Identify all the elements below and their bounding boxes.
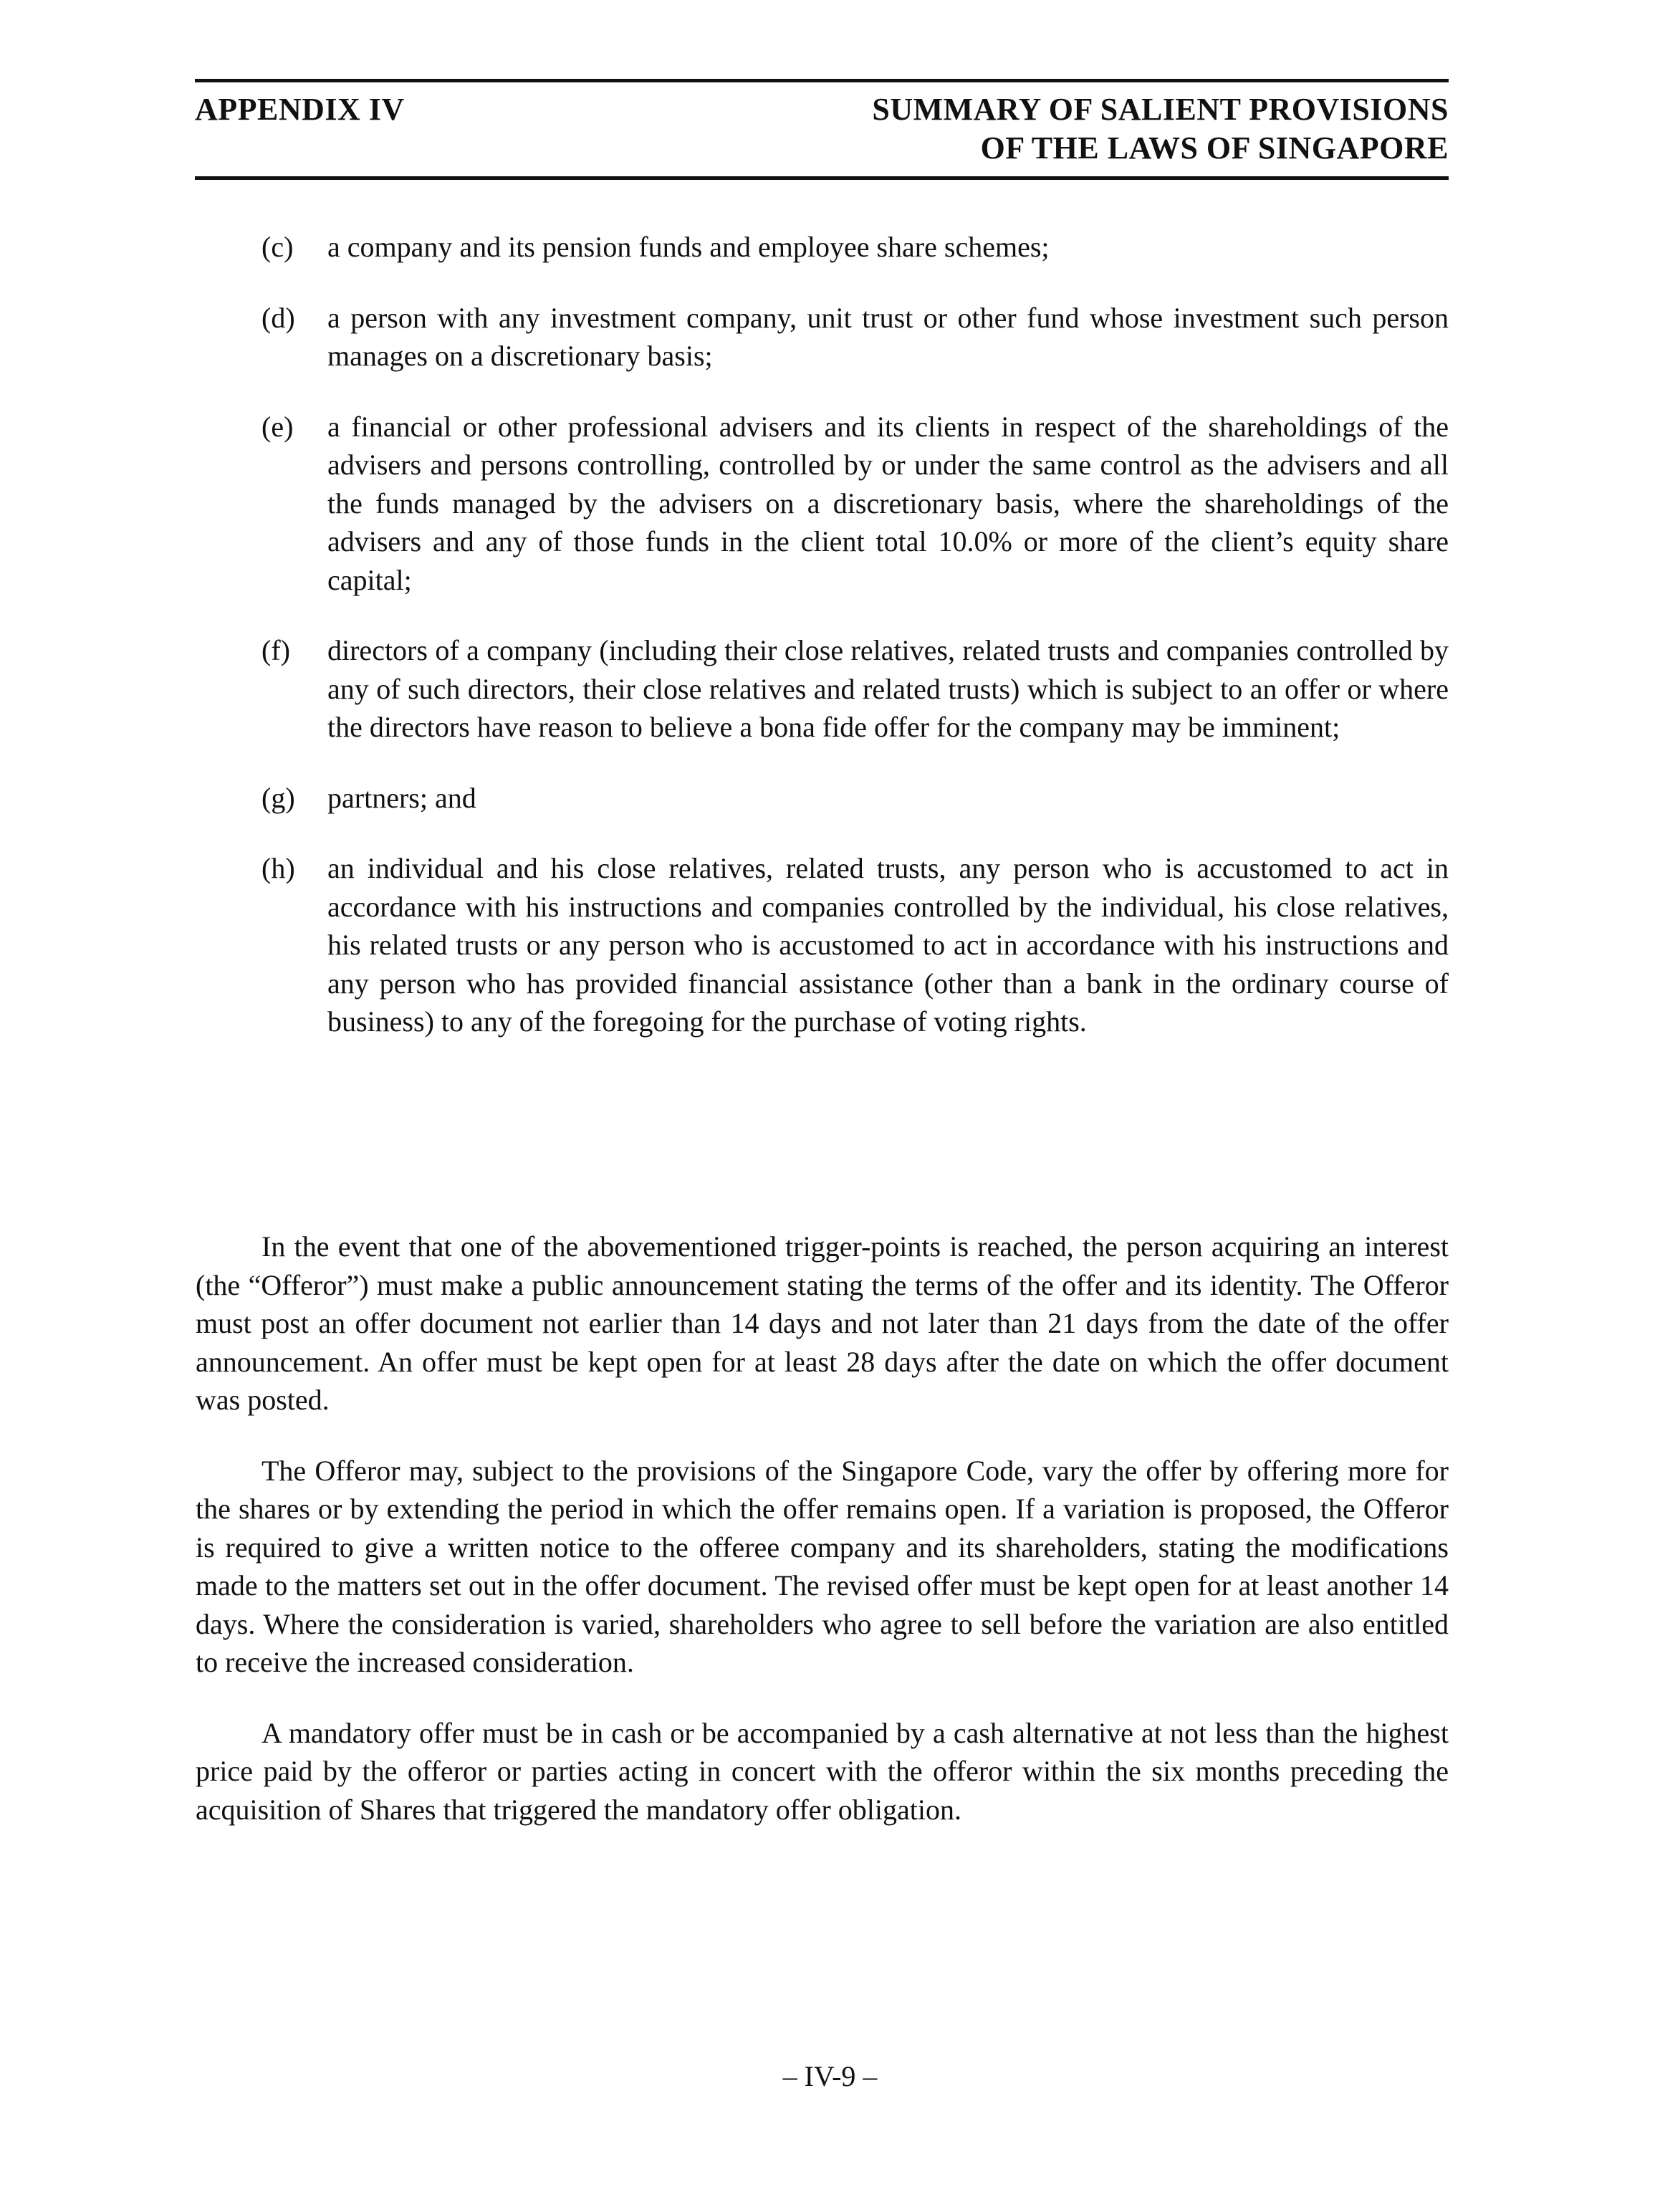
list-item-text: an individual and his close relatives, related trusts, any person who is accustomed to act in accordance with his instructions and companies controlled by the individual, his close relatives, his related trusts or any person who is accustomed to act in accordance with his instructions and any person who has provided financial assistance (other than a bank in the ordinary course of business) to any of the foregoing for the purchase of voting rights. [327,852,1449,1038]
body-paragraphs [196,1227,1449,1861]
header-bottom-rule [195,176,1449,180]
list-item-label: (d) [262,301,295,334]
list-item-text: a person with any investment company, unit trust or other fund whose investment such person manages on a discretionary basis; [327,301,1449,372]
page-number: – IV-9 – [782,2060,878,2092]
header-top-rule [195,79,1449,82]
list-item-e [262,408,1449,600]
list-item-label: (e) [262,410,294,443]
paragraph-offer-announcement: In the event that one of the abovementioned trigger-points is reached, the person acquiring an interest (the “Offeror”) must make a public announcement stating the terms of the offer and its identity. The Offeror must post an offer document not earlier than 14 days and not later than 21 days from the date of the offer announcement. An offer must be kept open for at least 28 days after the date on which the offer document was posted. [196,1230,1449,1416]
header-appendix-label: APPENDIX IV [195,92,405,127]
header-title-line-1: SUMMARY OF SALIENT PROVISIONS [872,92,1449,127]
list-item-h [262,849,1449,1041]
list-item-text: directors of a company (including their close relatives, related trusts and companies controlled by any of such directors, their close relatives and related trusts) which is subject to an offer or where the directors have reason to believe a bona fide offer for the company may be imminent; [327,634,1449,743]
body-content [262,228,1449,1073]
list-item-text: a financial or other professional advisers and its clients in respect of the shareholdings of the advisers and persons controlling, controlled by or under the same control as the advisers and all the funds managed by the advisers on a discretionary basis, where the shareholdings of the advisers and any of those funds in the client total 10.0% or more of the client’s equity share capital; [327,410,1449,596]
paragraph-mandatory-offer: A mandatory offer must be in cash or be accompanied by a cash alternative at not less than the highest price paid by the offeror or parties acting in concert with the offeror within the six months preceding the acquisition of Shares that triggered the mandatory offer obligation. [196,1716,1449,1826]
header-section-title [872,90,1449,168]
list-item-f [262,631,1449,747]
paragraph-offer-variation: The Offeror may, subject to the provisions of the Singapore Code, vary the offer by offering more for the shares or by extending the period in which the offer remains open. If a variation is proposed, the Offeror is required to give a written notice to the offeree company and its shareholders, stating the modifications made to the matters set out in the offer document. The revised offer must be kept open for at least another 14 days. Where the consideration is varied, shareholders who agree to sell before the variation are also entitled to receive the increased consideration. [196,1454,1449,1678]
list-item-text: a company and its pension funds and employee share schemes; [327,231,1050,263]
list-item-label: (g) [262,781,295,814]
list-item-label: (f) [262,634,290,666]
list-item-text: partners; and [327,781,476,814]
list-item-label: (c) [262,231,294,263]
list-item-label: (h) [262,852,295,884]
list-item-g [262,779,1449,818]
list-item-d [262,299,1449,375]
header-title-line-2: OF THE LAWS OF SINGAPORE [980,130,1449,166]
list-item-c [262,228,1449,267]
